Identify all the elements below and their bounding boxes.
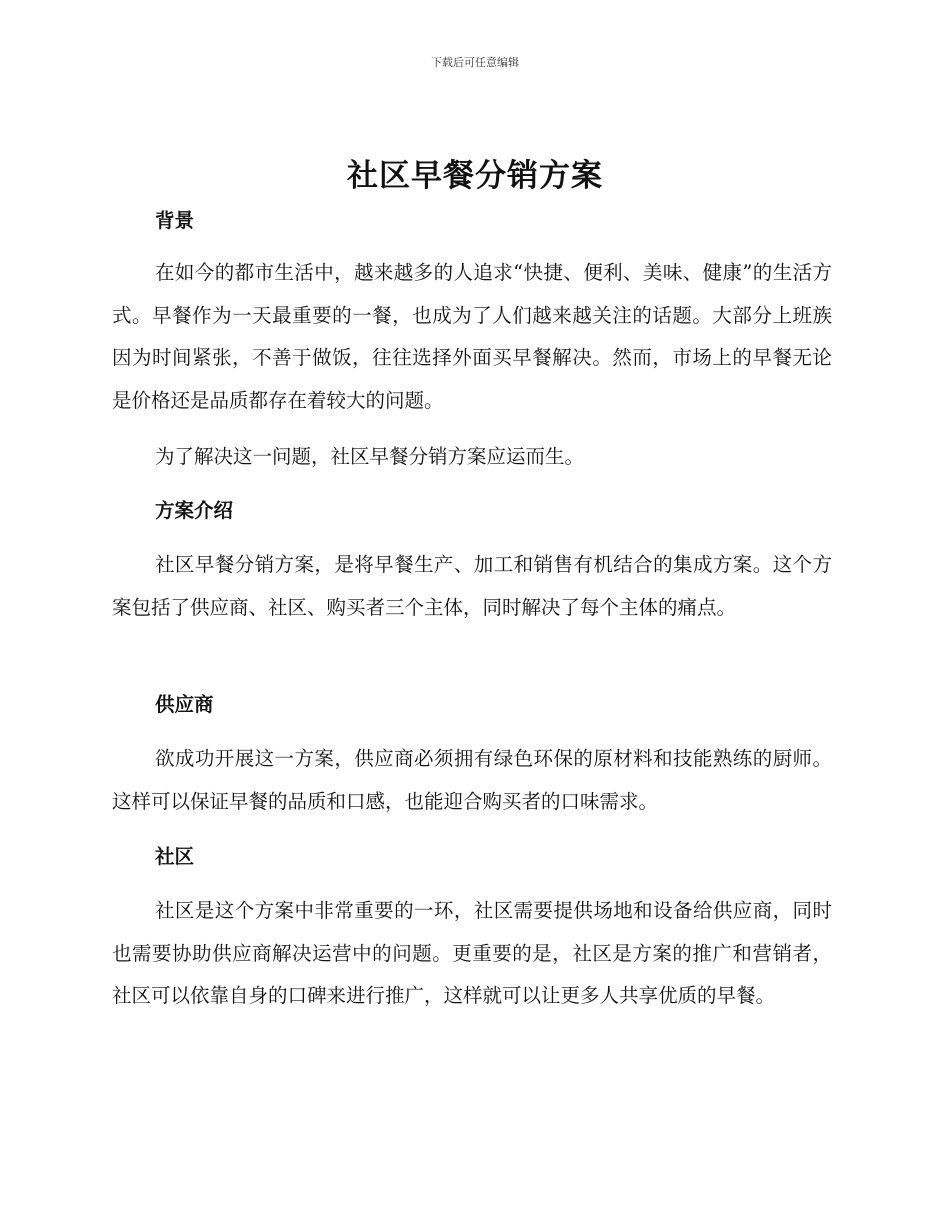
section-background-conclusion <box>112 436 832 479</box>
paragraph: 为了解决这一问题，社区早餐分销方案应运而生。 <box>155 445 585 468</box>
section-background-body <box>112 252 832 422</box>
section-heading-intro: 方案介绍 <box>155 499 234 522</box>
section-intro-body <box>112 544 832 629</box>
paragraph: 社区是这个方案中非常重要的一环，社区需要提供场地和设备给供应商，同时也需要协助供应商解决运营中的问题。更重要的是，社区是方案的推广和营销者，社区可以依靠自身的口碑来进行推广，这样就可以让更多人共享优质的早餐。 <box>112 899 832 1007</box>
paragraph: 在如今的都市生活中，越来越多的人追求“快捷、便利、美味、健康”的生活方式。早餐作为一天最重要的一餐，也成为了人们越来越关注的话题。大部分上班族因为时间紧张，不善于做饭，往往选择外面买早餐解决。然而，市场上的早餐无论是价格还是品质都存在着较大的问题。 <box>112 261 832 412</box>
section-heading-community: 社区 <box>155 845 195 868</box>
section-community-body <box>112 890 832 1018</box>
document-title: 社区早餐分销方案 <box>347 158 603 194</box>
section-community <box>112 836 832 879</box>
section-intro <box>112 490 832 533</box>
section-supplier-body <box>112 738 832 823</box>
section-heading-background: 背景 <box>155 209 195 232</box>
section-heading-supplier: 供应商 <box>155 693 214 716</box>
header-note: 下载后可任意编辑 <box>431 56 519 69</box>
section-supplier <box>112 684 832 727</box>
section-background <box>112 200 832 243</box>
paragraph: 欲成功开展这一方案，供应商必须拥有绿色环保的原材料和技能熟练的厨师。这样可以保证早餐的品质和口感，也能迎合购买者的口味需求。 <box>112 747 832 813</box>
paragraph: 社区早餐分销方案，是将早餐生产、加工和销售有机结合的集成方案。这个方案包括了供应商、社区、购买者三个主体，同时解决了每个主体的痛点。 <box>112 553 832 619</box>
